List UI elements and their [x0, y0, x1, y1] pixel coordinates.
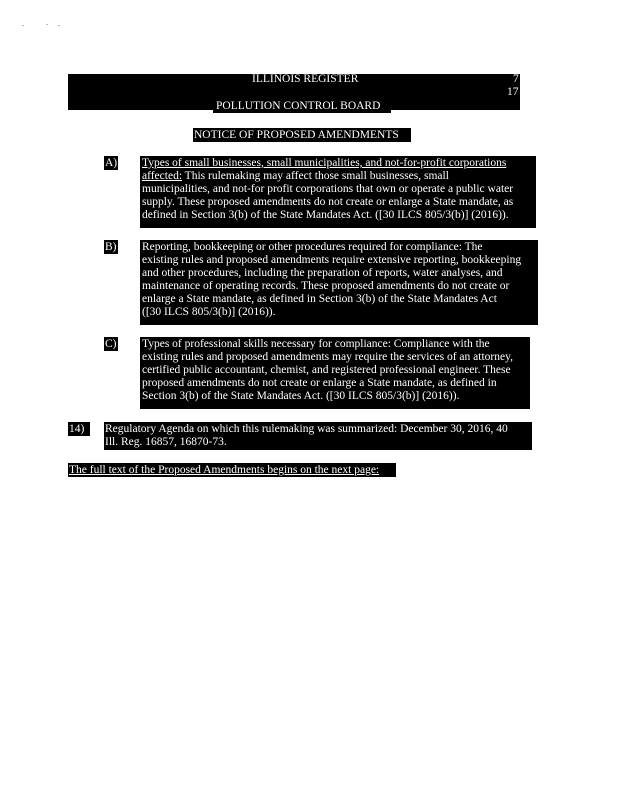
- item-a-line: supply. These proposed amendments do not create or enlarge a State mandate, as: [142, 196, 514, 208]
- item-b-line: Reporting, bookkeeping or other procedures required for compliance: The: [142, 241, 483, 253]
- item-b-line: ([30 ILCS 805/3(b)] (2016)).: [142, 306, 276, 318]
- section14-marker: 14): [69, 423, 85, 435]
- item-a-line: defined in Section 3(b) of the State Mandates Act. ([30 ILCS 805/3(b)] (2016)).: [142, 209, 509, 221]
- item-c-line: existing rules and proposed amendments may require the services of an attorney,: [142, 351, 513, 363]
- item-b-line: maintenance of operating records. These proposed amendments do not create or: [142, 280, 510, 292]
- register-title: ILLINOIS REGISTER: [252, 73, 359, 85]
- item-a-marker: A): [105, 157, 118, 169]
- scan-speck: [22, 25, 24, 26]
- item-c-line: certified public accountant, chemist, and registered professional engineer. These: [142, 364, 511, 376]
- item-b-marker: B): [105, 241, 117, 253]
- section14-line: Regulatory Agenda on which this rulemaking was summarized: December 30, 2016, 40: [105, 423, 508, 435]
- item-a-line: Types of small businesses, small municipalities, and not-for-profit corporations: [142, 157, 507, 169]
- item-a-line: affected: This rulemaking may affect those small businesses, small: [142, 170, 449, 182]
- item-c-marker: C): [105, 338, 117, 350]
- item-c-line: Types of professional skills necessary for compliance: Compliance with the: [142, 338, 490, 350]
- page-number: 17: [507, 86, 519, 98]
- item-a-line: municipalities, and not-for profit corporations that own or operate a public water: [142, 183, 514, 195]
- section14-line: Ill. Reg. 16857, 16870-73.: [105, 436, 227, 448]
- item-c-line: Section 3(b) of the State Mandates Act. ([30 ILCS 805/3(b)] (2016)).: [142, 390, 460, 402]
- item-c-line: proposed amendments do not create or enlarge a State mandate, as defined in: [142, 377, 497, 389]
- scan-speck: [46, 24, 48, 25]
- item-b-line: and other procedures, including the preparation of reports, water analyses, and: [142, 267, 503, 279]
- item-b-line: existing rules and proposed amendments require extensive reporting, bookkeeping: [142, 254, 522, 266]
- scan-speck: [58, 25, 60, 26]
- notice-title: NOTICE OF PROPOSED AMENDMENTS: [194, 129, 399, 141]
- item-b-line: enlarge a State mandate, as defined in Section 3(b) of the State Mandates Act: [142, 293, 497, 305]
- page-number-top: 7: [513, 73, 519, 85]
- footer-note: The full text of the Proposed Amendments begins on the next page:: [69, 464, 380, 476]
- agency-name: POLLUTION CONTROL BOARD: [216, 100, 381, 112]
